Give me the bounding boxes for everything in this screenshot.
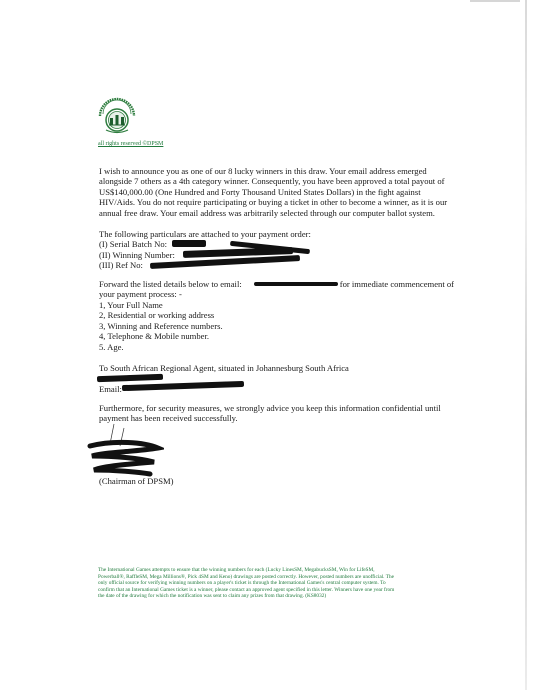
intro-line: alongside 7 others as a 4th category winner. Consequently, you have been approved a total payout of — [99, 176, 445, 187]
forward-line-2: your payment process: - — [99, 289, 182, 300]
ref-no-label: (III) Ref No: — [99, 260, 143, 271]
intro-line: HIV/Aids. You do not require participating or buying a ticket in other to become a winner, as it is our — [99, 197, 448, 208]
footer-line: The International Games attempts to ensure that the winning numbers for each (Lucky LinesSM, MegabucksSM, Win for LifeSM, — [98, 567, 375, 573]
security-paragraph — [99, 403, 471, 424]
footer-disclaimer — [98, 567, 472, 600]
page-edge-right — [525, 0, 527, 690]
forward-before-email: Forward the listed details below to email: — [99, 279, 242, 289]
footer-line: Powerball®, RaffleSM, Mega Millions®, Pick 4SM and Keno) drawings are posted correctly. However, posted numbers are unofficial. The — [98, 573, 394, 580]
forward-after-email: for immediate commencement of — [339, 279, 455, 289]
details-list-item: 2, Residential or working address — [99, 310, 215, 321]
security-line: Furthermore, for security measures, we strongly advice you keep this information confidential until — [99, 403, 441, 413]
chairman-title: (Chairman of DPSM) — [99, 476, 174, 486]
particulars-heading: The following particulars are attached to your payment order: — [99, 229, 311, 239]
agent-line: To South African Regional Agent, situated in Johannesburg South Africa — [99, 363, 349, 373]
details-list-item: 5. Age. — [99, 341, 124, 352]
details-list-item: 3, Winning and Reference numbers. — [99, 320, 223, 331]
serial-batch-label: (I) Serial Batch No: — [99, 239, 168, 250]
redaction-email-forward — [254, 282, 338, 286]
security-line: payment has been received successfully. — [99, 413, 238, 424]
footer-line: only official source for verifying winning numbers on a player's ticket is through the International Games's central computer system. To — [98, 580, 386, 587]
details-list-item: 4, Telephone & Mobile number. — [99, 331, 209, 342]
agent-email-label: Email: — [99, 383, 122, 394]
intro-line: annual free draw. Your email address was arbitrarily selected through our computer ballot system. — [99, 207, 435, 218]
dpsm-seal-logo — [96, 96, 138, 138]
intro-line: US$140,000.00 (One Hundred and Forty Thousand United States Dollars) in the fight against — [99, 186, 421, 197]
redaction-serial — [172, 240, 206, 247]
intro-line: I wish to announce you as one of our 8 lucky winners in this draw. Your email address emerged — [99, 166, 427, 176]
intro-paragraph — [99, 166, 473, 218]
winning-number-label: (II) Winning Number: — [99, 249, 175, 260]
footer-line: confirm that an International Games ticket is a winner, please contact an approved agent specified in this letter. Winners have one year from — [98, 586, 395, 593]
details-list-item: 1, Your Full Name — [99, 300, 163, 310]
rights-notice: all rights reserved ©DPSM — [98, 141, 164, 147]
footer-line: the date of the drawing for which the notification was sent to claim any prizes from that drawing. (KS8032) — [98, 593, 327, 600]
signature-scribble — [84, 422, 164, 482]
page-edge-top — [470, 0, 520, 2]
details-list — [99, 300, 399, 352]
